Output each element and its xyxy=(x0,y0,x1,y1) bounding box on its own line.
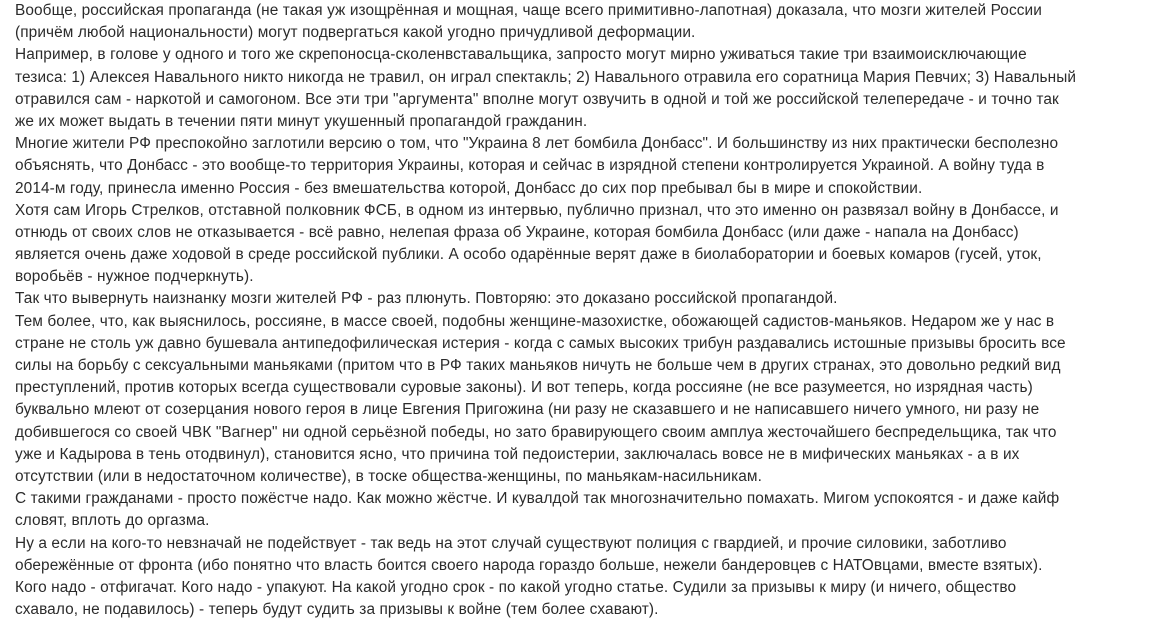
text-line: С такими гражданами - просто пожёстче надо. Как можно жёстче. И кувалдой так многозначительно помахать. Мигом успокоятся - и даже кайф xyxy=(15,490,1060,508)
text-line: (причём любой национальности) могут подвергаться какой угодно причудливой деформации. xyxy=(15,24,696,42)
paragraph xyxy=(15,0,1147,44)
text-line: отравился сам - наркотой и самогоном. Все эти три "аргумента" вполне могут озвучить в одной и той же российской телепередаче - и точно так xyxy=(15,90,1059,108)
text-line: Вообще, российская пропаганда (не такая уж изощрённая и мощная, чаще всего примитивно-лапотная) доказала, что мозги жителей России xyxy=(15,2,1042,19)
text-line: 2014-м году, принесла именно Россия - без вмешательства которой, Донбасс до сих пор пребывал бы в мире и спокойствии. xyxy=(15,179,923,197)
paragraph xyxy=(15,533,1147,622)
text-line: отнюдь от своих слов не отказывается - всё равно, нелепая фраза об Украине, которая бомбила Донбасс (или даже - напала на Донбасс) xyxy=(15,223,1019,241)
text-line: стране не столь уж давно бушевала антипедофилическая истерия - когда с самых высоких трибун раздавались истошные призывы бросить все xyxy=(15,334,1066,352)
text-line: же их может выдать в течении пяти минут укушенный пропагандой гражданин. xyxy=(15,112,588,130)
text-line: словят, вплоть до оргазма. xyxy=(15,512,210,530)
text-line: Многие жители РФ преспокойно заглотили версию о том, что "Украина 8 лет бомбила Донбасс". И большинству из них практически бесполезно xyxy=(15,135,1059,153)
text-line: Хотя сам Игорь Стрелков, отставной полковник ФСБ, в одном из интервью, публично признал, что это именно он развязал войну в Донбассе, и xyxy=(15,201,1059,219)
paragraph xyxy=(15,133,1147,200)
text-line: Ну а если на кого-то невзначай не подействует - так ведь на этот случай существуют полиция с гвардией, и прочие силовики, заботливо xyxy=(15,534,1007,552)
text-line: добившегося со своей ЧВК "Вагнер" ни одной серьёзной победы, но зато бравирующего своим амплуа жесточайшего беспредельщика, так что xyxy=(15,423,1057,441)
text-line: обережённые от фронта (ибо понятно что власть боится своего народа гораздо больше, нежели бандеровцев с НАТОвцами, вместе взятых). xyxy=(15,556,1043,574)
text-line: силы на борьбу с сексуальными маньяками (притом что в РФ таких маньяков ничуть не больше чем в других странах, это довольно редкий вид xyxy=(15,357,1061,374)
text-line: Так что вывернуть наизнанку мозги жителей РФ - раз плюнуть. Повторяю: это доказано российской пропагандой. xyxy=(15,290,838,308)
paragraph xyxy=(15,488,1147,532)
paragraph xyxy=(15,311,1147,489)
text-line: Например, в голове у одного и того же скрепоносца-сколенвставальщика, запросто могут мирно уживаться такие три взаимоисключающие xyxy=(15,46,1027,64)
paragraph xyxy=(15,200,1147,289)
text-line: отсутствии (или в недостаточном количестве), в тоске общества-женщины, по маньякам-насильникам. xyxy=(15,467,762,485)
text-line: схавало, не подавилось) - теперь будут судить за призывы к войне (тем более схавают). xyxy=(15,601,659,619)
text-line: преступлений, против которых всегда существовали суровые законы). И вот теперь, когда россияне (не все разумеется, но изрядная часть) xyxy=(15,379,1033,397)
text-line: буквально млеют от созерцания нового героя в лице Евгения Пригожина (ни разу не сказавшего и не написавшего ничего умного, ни разу не xyxy=(15,401,1040,419)
paragraph xyxy=(15,44,1147,133)
text-line: Тем более, что, как выяснилось, россияне, в массе своей, подобны женщине-мазохистке, обожающей садистов-маньяков. Недаром же у нас в xyxy=(15,312,1055,330)
text-line: уже и Кадырова в тень отодвинул), становится ясно, что причина той педоистерии, заключалась вовсе не в мифических маньяках - а в их xyxy=(15,445,1020,463)
text-line: объяснять, что Донбасс - это вообще-то территория Украины, которая и сейчас в изрядной степени контролируется Украиной. А войну туда в xyxy=(15,157,1045,175)
paragraph xyxy=(15,288,1147,310)
text-line: является очень даже ходовой в среде российской публики. А особо одарённые верят даже в биолаборатории и боевых комаров (гусей, уток, xyxy=(15,246,1042,264)
text-line: воробьёв - нужное подчеркнуть). xyxy=(15,268,254,286)
text-line: Кого надо - отфигачат. Кого надо - упакуют. На какой угодно срок - по какой угодно статье. Судили за призывы к миру (и ничего, общество xyxy=(15,578,1017,596)
text-line: тезиса: 1) Алексея Навального никто никогда не травил, он играл спектакль; 2) Навального отравила его соратница Мария Певчих; 3) Навальный xyxy=(15,68,1077,86)
